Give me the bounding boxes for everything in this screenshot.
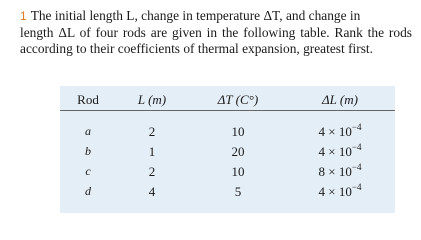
length-change-value — [295, 184, 385, 201]
length-value: 4 — [148, 184, 156, 199]
question-body: length ΔL of four rods are given in the following table. Rank the rods according to their coefficients of thermal expansion, greatest first. — [20, 24, 412, 56]
header-divider — [60, 110, 395, 111]
header-length-change: ΔL (m) — [322, 92, 358, 107]
header-rod: Rod — [77, 92, 99, 107]
temp-change-value: 10 — [231, 124, 245, 139]
header-temp-change: ΔT (C°) — [217, 92, 259, 107]
rod-label: c — [85, 164, 91, 178]
temp-change-value: 10 — [231, 164, 245, 179]
length-change-base: 4 × 10 — [318, 184, 352, 199]
rod-label: a — [85, 124, 91, 138]
length-change-value — [295, 144, 385, 161]
length-change-value — [295, 164, 385, 181]
length-change-exponent: −4 — [351, 122, 362, 132]
data-table — [60, 86, 395, 213]
rod-label: d — [85, 184, 91, 198]
temp-change-value: 5 — [234, 184, 242, 199]
header-length: L (m) — [137, 92, 167, 107]
temp-change-value: 20 — [231, 144, 245, 159]
length-change-base: 8 × 10 — [318, 164, 352, 179]
length-change-value — [295, 124, 385, 141]
length-value: 2 — [148, 164, 156, 179]
length-value: 1 — [148, 144, 156, 159]
length-change-exponent: −4 — [351, 162, 362, 172]
length-change-base: 4 × 10 — [318, 124, 352, 139]
question-text — [20, 8, 412, 58]
rod-label: b — [85, 144, 91, 158]
question-line-1 — [20, 8, 412, 25]
length-change-exponent: −4 — [351, 182, 362, 192]
question-line-1-text: The initial length L, change in temperature ΔT, and change in — [30, 8, 361, 23]
question-number: 1 — [20, 9, 27, 23]
length-change-base: 4 × 10 — [318, 144, 352, 159]
length-change-exponent: −4 — [351, 142, 362, 152]
length-value: 2 — [148, 124, 156, 139]
